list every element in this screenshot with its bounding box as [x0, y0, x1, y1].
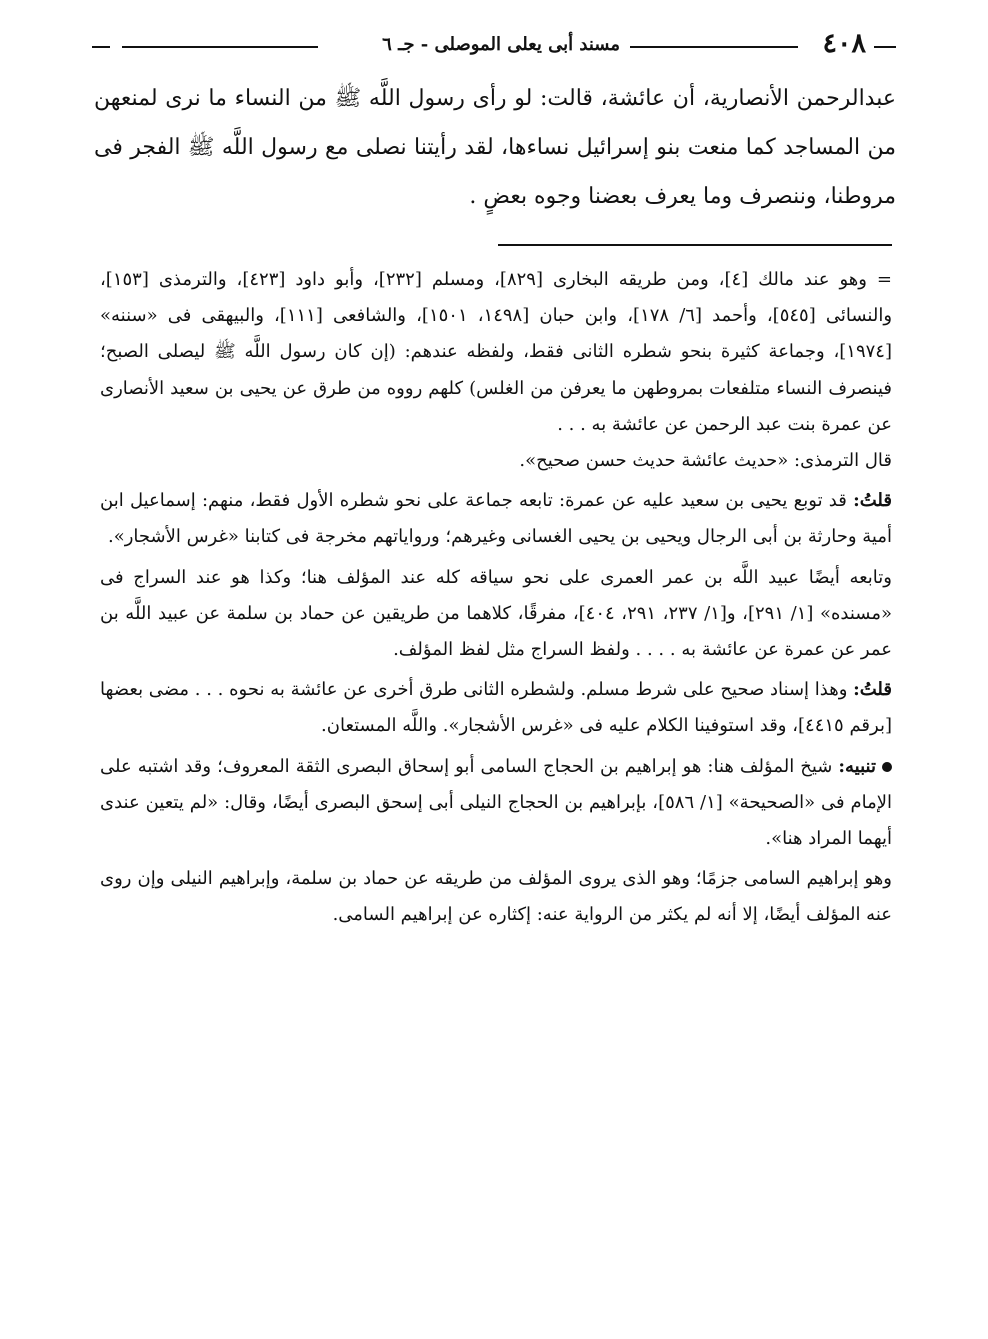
page-number: ٤٠٨: [822, 28, 866, 59]
header-rule: [874, 46, 896, 48]
footnote-text: قد توبع يحيى بن سعيد عليه عن عمرة: تابعه جماعة على نحو شطره الأول فقط، منهم: إسماعيل ابن أمية وحارثة بن أبى الرجال ويحيى بن يحيى الغسانى وغيرهم؛ ورواياتهم مخرجة فى كتابنا «غرس الأشجار».: [100, 490, 892, 548]
bullet-icon: [882, 762, 892, 772]
footnote-separator: [498, 244, 892, 246]
footnote-paragraph: وتابعه أيضًا عبيد اللَّه بن عمر العمرى على نحو سياقه كله عند المؤلف هنا؛ وكذا هو عند السراج فى «مسنده» [١/ ٢٩١]، و[١/ ٢٣٧، ٢٩١، ٤٠٤]، مفرقًا، كلاهما من طريقين عن حماد بن سلمة عن عبيد اللَّه بن عمر عن عمرة عن عائشة به . . . . ولفظ السراج مثل لفظ المؤلف.: [100, 566, 893, 661]
footnote-paragraph: قال الترمذى: «حديث عائشة حديث حسن صحيح».: [519, 450, 892, 472]
header-rule: [122, 46, 318, 48]
footnote-paragraph: وهو إبراهيم السامى جزمًا؛ وهو الذى يروى المؤلف من طريقه عن حماد بن سلمة، وإبراهيم النيلى وإن روى عنه المؤلف أيضًا، إلا أنه لم يكثر من الرواية عنه: إكثاره عن إبراهيم السامى.: [100, 868, 892, 926]
footnote-paragraph: [100, 749, 892, 858]
note-lead: تنبيه:: [838, 755, 876, 777]
footnotes: [100, 262, 892, 938]
note-lead: قلتُ:: [853, 679, 892, 701]
continuation-mark: =: [876, 269, 893, 290]
book-title: مسند أبى يعلى الموصلى - جـ ٦: [382, 34, 620, 55]
note-lead: قلتُ:: [853, 490, 892, 512]
running-header: [92, 26, 896, 62]
footnote-paragraph: [100, 262, 892, 443]
footnote-text: شيخ المؤلف هنا: هو إبراهيم بن الحجاج السامى أبو إسحاق البصرى الثقة المعروف؛ وقد اشتبه على الإمام فى «الصحيحة» [١/ ٥٨٦]، بإبراهيم بن الحجاج النيلى أبى إسحق البصرى أيضًا، وقال: «لم يتعين عندى أيهما المراد هنا».: [100, 755, 892, 850]
header-rule: [630, 46, 798, 48]
hadith-paragraph: عبدالرحمن الأنصارية، أن عائشة، قالت: لو رأى رسول اللَّه ﷺ من النساء ما نرى لمنعهن من المساجد كما منعت بنو إسرائيل نساءها، لقد رأيتنا نصلى مع رسول اللَّه ﷺ الفجر فى مروطنا، وننصرف وما يعرف بعضنا وجوه بعضٍ .: [94, 86, 896, 209]
footnote-text: وهو عند مالك [٤]، ومن طريقه البخارى [٨٢٩]، ومسلم [٢٣٢]، وأبو داود [٤٢٣]، والترمذى [١٥٣]، والنسائى [٥٤٥]، وأحمد [٦/ ١٧٨]، وابن حبان [١٤٩٨، ١٥٠١]، والشافعى [١١١]، والبيهقى فى «سننه» [١٩٧٤]، وجماعة كثيرة بنحو شطره الثانى فقط، ولفظه عندهم: (إن كان رسول اللَّه ﷺ ليصلى الصبح؛ فينصرف النساء متلفعات بمروطهن ما يعرفن من الغلس) كلهم رووه من طرق عن يحيى بن سعيد الأنصارى عن عمرة بنت عبد الرحمن عن عائشة به . . .: [100, 269, 893, 435]
header-rule: [92, 46, 110, 48]
footnote-text: وهذا إسناد صحيح على شرط مسلم. ولشطره الثانى طرق أخرى عن عائشة به نحوه . . . مضى بعضها [برقم ٤٤١٥]، وقد استوفينا الكلام عليه فى «غرس الأشجار». واللَّه المستعان.: [100, 679, 892, 737]
main-text: [94, 74, 896, 221]
footnote-paragraph: [100, 672, 892, 744]
footnote-paragraph: [100, 483, 892, 555]
